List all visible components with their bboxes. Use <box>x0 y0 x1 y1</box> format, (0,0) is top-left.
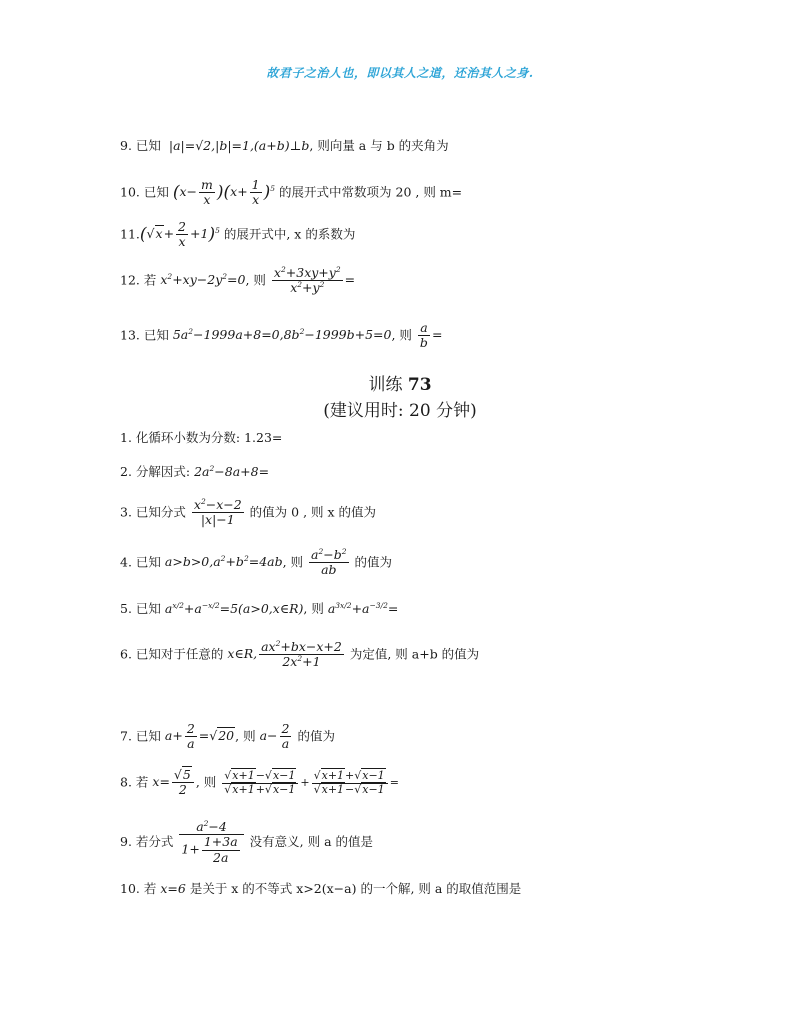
q12-fraction: $\frac{x^2+3xy+y^2}{x^2+y^2}$ = <box>273 264 356 296</box>
s2q9-suffix: 没有意义, 则 a 的值是 <box>249 834 374 850</box>
s2q5-prefix: 5. 已知 <box>120 601 161 616</box>
training-title <box>0 370 800 395</box>
s2q3-prefix: 3. 已知分式 <box>120 504 186 520</box>
s2q5-expression: $a^{3x/2}+a^{-3/2}=$ <box>327 600 399 616</box>
q12-mid: , 则 <box>245 272 266 288</box>
question-2-factor <box>120 462 269 480</box>
q12-prefix: 12. 若 <box>120 272 157 288</box>
q11-suffix: 的展开式中, x 的系数为 <box>223 226 356 242</box>
question-11-expansion <box>120 220 355 250</box>
s2q7-expression: a− $\frac{2}{a}$ <box>259 721 290 752</box>
q9-prefix: 9. 已知 <box>120 138 161 153</box>
s2q6-formula: x∈R, $\frac{ax^2+bx-x+2}{2x^2+1}$ <box>227 638 342 670</box>
q9-formula: |a|=√2,|b|=1,(a+b)⊥b <box>164 138 310 153</box>
s2q2-prefix: 2. 分解因式: <box>120 464 191 479</box>
q13-condition: $5a^2-1999a+8=0,8b^2-1999b+5=0$ <box>172 327 392 343</box>
s2q3-fraction: $\frac{x^2-x-2}{|x|-1}$ <box>193 496 242 528</box>
s2q7-prefix: 7. 已知 <box>120 728 161 744</box>
q9-suffix: , 则向量 a 与 b 的夹角为 <box>309 138 449 153</box>
q13-mid: , 则 <box>391 327 412 343</box>
question-3-fraction <box>120 498 376 528</box>
question-7-value <box>120 722 335 752</box>
s2q4-suffix: 的值为 <box>354 554 393 570</box>
question-10-inequality <box>120 879 521 897</box>
title-number: 73 <box>407 375 432 395</box>
s2q7-suffix: 的值为 <box>297 728 335 744</box>
q11-prefix: 11. <box>120 226 140 242</box>
q13-prefix: 13. 已知 <box>120 327 169 343</box>
s2q6-suffix: 为定值, 则 a+b 的值为 <box>349 646 480 662</box>
s2q3-suffix: 的值为 0 , 则 x 的值为 <box>249 504 377 520</box>
question-9-vectors <box>120 136 449 154</box>
q12-condition: $x^2+xy-2y^2=0$ <box>160 272 246 288</box>
question-1-decimal: 1. 化循环小数为分数: 1.23= <box>120 430 283 445</box>
s2q7-condition: a+ $\frac{2}{a}$ =√20 <box>164 721 235 752</box>
title-prefix: 训练 <box>368 375 403 395</box>
s2q10-condition: x=6 <box>160 881 186 896</box>
s2q8-expression: $\frac{√x+1-√x-1}{√x+1+√x-1}$ + $\frac{√x+1+√x-1}{√x+1-√x-1}$ = <box>224 769 399 796</box>
s2q8-mid: , 则 <box>195 774 217 790</box>
q13-fraction: $\frac{a}{b}$ = <box>419 320 443 351</box>
question-12-ratio <box>120 266 355 296</box>
s2q10-suffix: 是关于 x 的不等式 x>2(x−a) 的一个解, 则 a 的取值范围是 <box>189 881 522 896</box>
s2q5-condition: $a^{x/2}+a^{-x/2}=5(a>0,x\in R)$ <box>164 600 304 616</box>
s2q4-condition: $a>b>0,a^2+b^2=4ab$ <box>164 554 283 570</box>
s2q2-formula: $2a^2-8a+8=$ <box>194 463 270 479</box>
q10-formula: (x− $\frac{m}{x}$ )(x+ $\frac{1}{x}$ )$^5$ <box>172 177 276 208</box>
s2q4-fraction: $\frac{a^2-b^2}{ab}$ <box>311 546 347 578</box>
q10-prefix: 10. 已知 <box>120 184 169 200</box>
s2q7-mid: , 则 <box>235 728 256 744</box>
question-10-expansion <box>120 178 462 208</box>
s2q6-prefix: 6. 已知对于任意的 <box>120 646 224 662</box>
question-6-constant <box>120 640 479 670</box>
s2q4-prefix: 4. 已知 <box>120 554 161 570</box>
s2q9-prefix: 9. 若分式 <box>120 834 174 850</box>
question-8-radicals <box>120 768 399 798</box>
s2q5-mid: , 则 <box>303 601 324 616</box>
q11-formula: (√x+ $\frac{2}{x}$ +1)$^5$ <box>139 219 220 250</box>
s2q10-prefix: 10. 若 <box>120 881 157 896</box>
q10-suffix: 的展开式中常数项为 20 , 则 m= <box>279 184 463 200</box>
motto-header: 故君子之治人也，即以其人之道，还治其人之身. <box>266 66 534 80</box>
training-subtitle: (建议用时: 20 分钟) <box>323 401 477 421</box>
s2q9-fraction: $a^2-4$ 1+ $\frac{1+3a}{2a}$ <box>177 834 245 849</box>
question-9-undefined <box>120 820 373 865</box>
s2q8-prefix: 8. 若 <box>120 774 149 790</box>
question-13-ratio <box>120 321 442 351</box>
question-5-exponent <box>120 599 398 617</box>
s2q8-condition: x= $\frac{√5}{2}$ <box>152 774 195 789</box>
question-4-value <box>120 548 392 578</box>
s2q4-mid: , 则 <box>282 554 304 570</box>
